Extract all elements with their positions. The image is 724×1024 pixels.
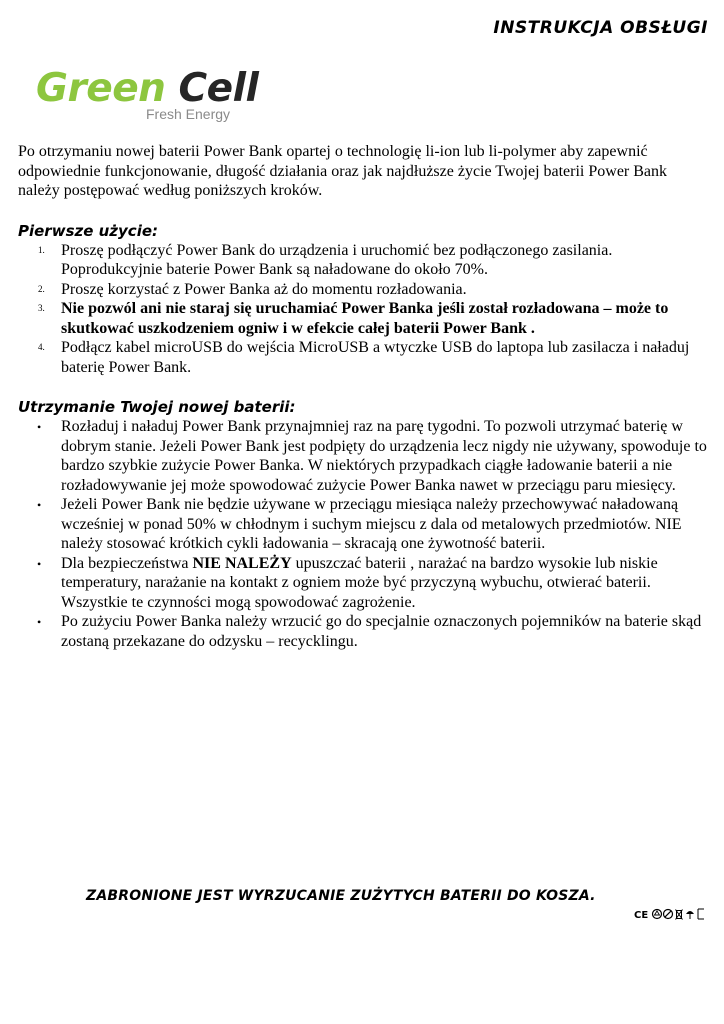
list-item	[18, 554, 712, 613]
list-item-text: Proszę podłączyć Power Bank do urządzenia i uruchomić bez podłączonego zasilania. Poprodukcyjnie baterie Power Bank są naładowane do około 70%.	[61, 241, 613, 278]
list-item-text: Proszę korzystać z Power Banka aż do momentu rozładowania.	[61, 280, 467, 298]
crossed-bin-icon	[676, 910, 683, 920]
first-use-heading: Pierwsze użycie:	[18, 221, 159, 240]
bullet-icon: •	[37, 420, 42, 434]
certification-icons	[634, 907, 708, 921]
first-use-list	[18, 241, 712, 378]
list-item-text: Po zużyciu Power Banka należy wrzucić go do specjalnie oznaczonych pojemników na baterie skąd zostaną przekazane do odzysku – recycklingu.	[61, 613, 702, 650]
bullet-icon: •	[37, 556, 42, 571]
ce-mark-icon: CE	[634, 910, 649, 921]
bullet-icon: •	[37, 498, 42, 512]
disposal-warning: ZABRONIONE JEST WYRZUCANIE ZUŻYTYCH BATERII DO KOSZA.	[86, 888, 596, 904]
list-item-text-warning: Nie pozwól ani nie staraj się uruchamiać Power Banka jeśli został rozładowana – może to skutkować uszkodzeniem ogniw i w efekcie całej baterii Power Bank .	[61, 300, 669, 337]
list-item	[18, 495, 712, 554]
logo-tagline: Fresh Energy	[146, 106, 231, 122]
list-item	[18, 299, 712, 338]
brand-logo	[36, 66, 259, 128]
list-number: 3.	[38, 303, 45, 313]
list-number: 2.	[38, 283, 45, 294]
list-item-text: Rozładuj i naładuj Power Bank przynajmniej raz na parę tygodni. To pozwoli utrzymać baterię w dobrym stanie. Jeżeli Power Bank jest podpięty do urządzenia lecz nigdy nie używany, spowoduje to bardzo szybkie zużycie Power Banka. W niektórych przypadkach ciągłe ładowanie baterii a nie rozładowywanie jej może spowodować zużycie Power Banka nawet w przeciągu paru miesięcy.	[61, 418, 707, 494]
logo-word-cell: Cell	[178, 66, 259, 111]
list-item	[18, 338, 712, 377]
list-item	[18, 280, 712, 300]
list-item-text: Podłącz kabel microUSB do wejścia MicroUSB a wtyczke USB do laptopa lub zasilacza i naładuj baterię Power Bank.	[61, 339, 690, 376]
logo-word-green: Green	[36, 66, 166, 111]
maintenance-heading: Utrzymanie Twojej nowej baterii:	[18, 398, 296, 416]
umbrella-icon	[686, 911, 694, 919]
list-number: 4.	[38, 342, 45, 352]
recycle-icon	[653, 910, 662, 919]
bullet-icon: •	[37, 615, 42, 629]
maintenance-list	[18, 417, 712, 651]
list-item-text: Jeżeli Power Bank nie będzie używane w przeciągu miesiąca należy przechowywać naładowaną wcześniej w ponad 50% w chłodnym i suchym miejscu z dala od metalowych przedmiotów. NIE należy stosować krótkich cykli ładowania – skracają one żywotność baterii.	[61, 496, 682, 552]
document-title: INSTRUKCJA OBSŁUGI	[493, 18, 708, 38]
document-body	[18, 142, 712, 651]
temperature-limit-icon	[698, 909, 704, 919]
list-item	[18, 612, 712, 651]
list-item	[18, 241, 712, 280]
emphasis-text: NIE NALEŻY	[192, 554, 292, 572]
list-item-text: Dla bezpieczeństwa NIE NALEŻY upuszczać baterii , narażać na bardzo wysokie lub niskie temperatury, narażanie na kontakt z ogniem może być przyczyną wybuchu, otwierać baterii. Wszystkie te czynności mogą spowodować zagrożenie.	[61, 554, 658, 611]
intro-paragraph: Po otrzymaniu nowej baterii Power Bank opartej o technologię li-ion lub li-polymer aby zapewnić odpowiednie funkcjonowanie, długość działania oraz jak najdłuższe życie Twojej baterii Power Bank należy postępować według poniższych kroków.	[18, 143, 668, 199]
list-item	[18, 417, 712, 495]
list-number: 1.	[38, 244, 45, 255]
no-entry-icon	[664, 910, 673, 919]
